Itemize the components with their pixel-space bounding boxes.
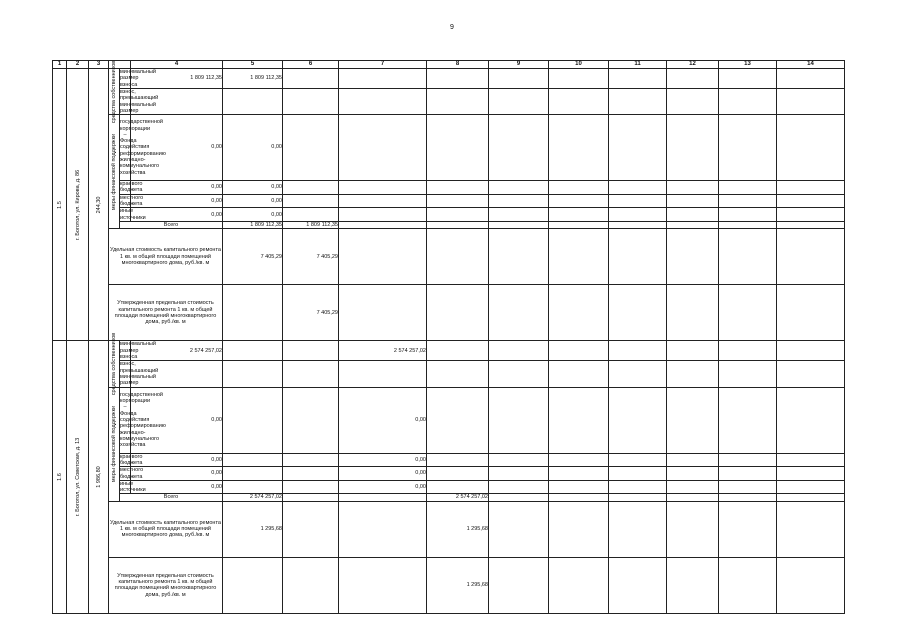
value-col-6: 0,00 xyxy=(223,115,283,181)
value-col-5: 0,00 xyxy=(131,480,223,494)
value-col-7 xyxy=(283,194,339,208)
value-col-13 xyxy=(719,285,777,341)
value-col-7 xyxy=(283,387,339,453)
value-col-6 xyxy=(223,453,283,467)
value-col-10 xyxy=(489,341,549,361)
value-col-10 xyxy=(489,480,549,494)
value-col-6 xyxy=(223,467,283,481)
value-col-11 xyxy=(549,68,609,88)
col-4: 4 xyxy=(131,61,223,69)
col-10: 10 xyxy=(549,61,609,69)
value-col-8 xyxy=(339,181,427,195)
col-1: 1 xyxy=(53,61,67,69)
value-col-9 xyxy=(489,222,549,229)
table-row xyxy=(53,361,845,387)
value-col-12 xyxy=(609,467,667,481)
value-col-12 xyxy=(667,222,719,229)
value-col-7 xyxy=(283,208,339,222)
value-col-8: 0,00 xyxy=(339,387,427,453)
value-col-7 xyxy=(339,557,427,613)
value-col-15 xyxy=(777,453,845,467)
source-label: взнос, превышающий минимальный размер xyxy=(120,88,159,114)
value-col-13 xyxy=(719,501,777,557)
support-label-text: меры финансовой поддержки xyxy=(110,406,117,483)
value-col-11 xyxy=(549,115,609,181)
column-number-row xyxy=(53,61,845,69)
value-col-7 xyxy=(283,68,339,88)
value-col-5: 1 809 112,35 xyxy=(223,222,283,229)
value-col-14 xyxy=(719,480,777,494)
value-col-13 xyxy=(667,88,719,114)
area-text: 1 986,80 xyxy=(95,466,102,488)
value-col-8: 0,00 xyxy=(339,467,427,481)
source-label: минимальный размер взноса xyxy=(120,341,156,360)
value-col-10 xyxy=(549,222,609,229)
value-col-10 xyxy=(549,494,609,501)
value-col-5: 0,00 xyxy=(131,387,223,453)
value-col-11 xyxy=(549,361,609,387)
item-number-text: 1.6 xyxy=(56,473,63,481)
value-col-9 xyxy=(489,285,549,341)
value-col-13 xyxy=(719,229,777,285)
value-col-9 xyxy=(427,480,489,494)
value-col-6: 7 405,29 xyxy=(283,229,339,285)
value-col-13 xyxy=(719,557,777,613)
value-col-7 xyxy=(283,341,339,361)
value-col-8 xyxy=(339,88,427,114)
value-col-9 xyxy=(427,181,489,195)
value-col-8 xyxy=(339,208,427,222)
col-5: 5 xyxy=(223,61,283,69)
value-col-10 xyxy=(489,115,549,181)
value-col-13 xyxy=(667,68,719,88)
value-col-11 xyxy=(549,194,609,208)
value-col-6: 1 809 112,35 xyxy=(223,68,283,88)
value-col-8 xyxy=(339,68,427,88)
value-col-10 xyxy=(489,194,549,208)
value-col-5: 0,00 xyxy=(131,194,223,208)
value-col-11 xyxy=(609,557,667,613)
value-col-7 xyxy=(283,88,339,114)
value-col-10 xyxy=(489,208,549,222)
value-col-9 xyxy=(427,115,489,181)
support-label xyxy=(109,115,120,229)
value-col-10 xyxy=(489,453,549,467)
value-col-9 xyxy=(427,467,489,481)
value-col-5: 0,00 xyxy=(131,115,223,181)
table-row xyxy=(53,494,845,501)
value-col-6 xyxy=(283,557,339,613)
value-col-15 xyxy=(777,341,845,361)
value-col-12 xyxy=(609,480,667,494)
col-9: 9 xyxy=(489,61,549,69)
cost-label: Удельная стоимость капитального ремонта 1 кв. м общей площади помещений многоквартирного дома, руб./кв. м xyxy=(109,501,223,557)
value-col-6 xyxy=(283,501,339,557)
value-col-13 xyxy=(667,194,719,208)
value-col-9 xyxy=(427,194,489,208)
value-col-5: 2 574 257,02 xyxy=(131,341,223,361)
value-col-8 xyxy=(339,194,427,208)
value-col-6: 0,00 xyxy=(223,194,283,208)
value-col-7 xyxy=(339,501,427,557)
value-col-9 xyxy=(427,387,489,453)
col-3: 3 xyxy=(89,61,109,69)
value-col-14 xyxy=(719,387,777,453)
table-row xyxy=(53,88,845,114)
value-col-9 xyxy=(427,453,489,467)
value-col-7 xyxy=(283,181,339,195)
cost-label: Утвержденная предельная стоимость капитального ремонта 1 кв. м общей площади помещений многоквартирного дома, руб./кв. м xyxy=(109,285,223,341)
value-col-15 xyxy=(777,467,845,481)
value-col-12 xyxy=(609,387,667,453)
value-col-9 xyxy=(427,88,489,114)
value-col-13 xyxy=(667,467,719,481)
value-col-12 xyxy=(609,181,667,195)
value-col-5: 1 809 112,35 xyxy=(131,68,223,88)
item-number xyxy=(53,341,67,613)
value-col-15 xyxy=(777,115,845,181)
value-col-14 xyxy=(777,285,845,341)
source-label: местного бюджета xyxy=(120,467,144,480)
source-label: иные источники xyxy=(120,480,146,494)
value-col-14 xyxy=(777,229,845,285)
value-col-10 xyxy=(549,557,609,613)
value-col-8: 1 295,68 xyxy=(427,501,489,557)
value-col-7 xyxy=(339,222,427,229)
value-col-13 xyxy=(667,480,719,494)
value-col-10 xyxy=(489,181,549,195)
value-col-11 xyxy=(549,387,609,453)
table-row xyxy=(53,285,845,341)
value-col-14 xyxy=(719,194,777,208)
value-col-14 xyxy=(777,557,845,613)
own-funds-label xyxy=(109,332,120,396)
value-col-11 xyxy=(609,285,667,341)
value-col-14 xyxy=(719,208,777,222)
value-col-10 xyxy=(549,285,609,341)
capital-repair-table xyxy=(52,60,845,614)
col-11: 11 xyxy=(609,61,667,69)
col-12: 12 xyxy=(667,61,719,69)
source-label: минимальный размер взноса xyxy=(120,68,156,88)
value-col-13 xyxy=(667,341,719,361)
item-number xyxy=(53,68,67,340)
source-label: взнос, превышающий минимальный размер xyxy=(120,361,159,387)
value-col-6: 0,00 xyxy=(223,208,283,222)
value-col-9 xyxy=(489,229,549,285)
value-col-12 xyxy=(609,361,667,387)
value-col-11 xyxy=(549,88,609,114)
col-2: 2 xyxy=(67,61,89,69)
value-col-11 xyxy=(549,453,609,467)
value-col-12 xyxy=(667,501,719,557)
value-col-7 xyxy=(283,480,339,494)
value-col-8: 2 574 257,02 xyxy=(427,494,489,501)
value-col-9 xyxy=(427,341,489,361)
value-col-14 xyxy=(777,501,845,557)
value-col-14 xyxy=(719,115,777,181)
value-col-12 xyxy=(609,453,667,467)
value-col-12 xyxy=(609,115,667,181)
value-col-15 xyxy=(777,68,845,88)
value-col-8: 1 295,68 xyxy=(427,557,489,613)
table-row xyxy=(53,557,845,613)
value-col-5: 0,00 xyxy=(131,453,223,467)
value-col-15 xyxy=(777,361,845,387)
value-col-11 xyxy=(549,467,609,481)
value-col-14 xyxy=(719,467,777,481)
value-col-12 xyxy=(609,341,667,361)
value-col-12 xyxy=(609,68,667,88)
value-col-8 xyxy=(427,222,489,229)
support-label xyxy=(109,387,120,501)
support-label-text: меры финансовой поддержки xyxy=(110,133,117,210)
value-col-14 xyxy=(719,361,777,387)
value-col-13 xyxy=(667,387,719,453)
total-label: Всего xyxy=(120,222,223,229)
value-col-15 xyxy=(777,88,845,114)
value-col-5: 0,00 xyxy=(131,208,223,222)
value-col-15 xyxy=(777,208,845,222)
value-col-9 xyxy=(427,208,489,222)
value-col-15 xyxy=(777,480,845,494)
value-col-14 xyxy=(719,88,777,114)
address xyxy=(67,341,89,613)
value-col-7 xyxy=(339,285,427,341)
table-row xyxy=(53,387,845,453)
col-7: 7 xyxy=(339,61,427,69)
value-col-13 xyxy=(719,494,777,501)
value-col-10 xyxy=(489,387,549,453)
value-col-11 xyxy=(609,494,667,501)
value-col-7 xyxy=(283,453,339,467)
value-col-5: 1 295,68 xyxy=(223,501,283,557)
value-col-7 xyxy=(339,229,427,285)
value-col-9 xyxy=(489,557,549,613)
value-col-8: 0,00 xyxy=(339,453,427,467)
value-col-5: 2 574 257,02 xyxy=(223,494,283,501)
source-label: местного бюджета xyxy=(120,194,144,208)
value-col-11 xyxy=(549,208,609,222)
value-col-6 xyxy=(223,480,283,494)
table-row xyxy=(53,68,845,88)
value-col-9 xyxy=(489,501,549,557)
value-col-6: 7 405,29 xyxy=(283,285,339,341)
own-funds-label-text: средства собственников xyxy=(110,332,117,396)
value-col-9 xyxy=(427,361,489,387)
value-col-15 xyxy=(777,181,845,195)
col-6: 6 xyxy=(283,61,339,69)
value-col-8 xyxy=(339,361,427,387)
value-col-14 xyxy=(719,453,777,467)
table-row xyxy=(53,453,845,467)
table-row xyxy=(53,194,845,208)
value-col-6 xyxy=(223,341,283,361)
value-col-7 xyxy=(283,467,339,481)
value-col-5 xyxy=(223,285,283,341)
value-col-11 xyxy=(549,341,609,361)
source-label: краевого бюджета xyxy=(120,453,143,466)
value-col-9 xyxy=(489,494,549,501)
value-col-8 xyxy=(339,115,427,181)
value-col-14 xyxy=(719,341,777,361)
value-col-7 xyxy=(339,494,427,501)
value-col-15 xyxy=(777,387,845,453)
value-col-11 xyxy=(549,181,609,195)
value-col-8 xyxy=(427,229,489,285)
value-col-13 xyxy=(719,222,777,229)
value-col-10 xyxy=(549,501,609,557)
value-col-12 xyxy=(609,194,667,208)
value-col-6: 1 809 112,35 xyxy=(283,222,339,229)
table-row xyxy=(53,341,845,361)
table-row xyxy=(53,222,845,229)
value-col-5 xyxy=(223,557,283,613)
area xyxy=(89,341,109,613)
area xyxy=(89,68,109,340)
value-col-5: 0,00 xyxy=(131,181,223,195)
table-row xyxy=(53,181,845,195)
value-col-8: 0,00 xyxy=(339,480,427,494)
value-col-14 xyxy=(719,68,777,88)
value-col-10 xyxy=(489,467,549,481)
value-col-13 xyxy=(667,361,719,387)
value-col-8: 2 574 257,02 xyxy=(339,341,427,361)
address xyxy=(67,68,89,340)
value-col-14 xyxy=(719,181,777,195)
value-col-10 xyxy=(489,68,549,88)
value-col-11 xyxy=(609,229,667,285)
value-col-11 xyxy=(609,222,667,229)
value-col-9 xyxy=(427,68,489,88)
value-col-14 xyxy=(777,494,845,501)
value-col-5: 7 405,29 xyxy=(223,229,283,285)
value-col-12 xyxy=(667,557,719,613)
value-col-13 xyxy=(667,453,719,467)
value-col-11 xyxy=(609,501,667,557)
value-col-12 xyxy=(609,208,667,222)
value-col-6 xyxy=(223,387,283,453)
value-col-10 xyxy=(489,361,549,387)
value-col-13 xyxy=(667,181,719,195)
value-col-7 xyxy=(283,361,339,387)
source-label: иные источники xyxy=(120,208,146,221)
value-col-6 xyxy=(283,494,339,501)
own-funds-label-text: средства собственников xyxy=(110,60,117,123)
total-label: Всего xyxy=(120,494,223,501)
area-text: 244,30 xyxy=(95,196,102,214)
source-label: государственной корпорации – Фонда содействия реформированию жилищно-коммунального хозяйства xyxy=(120,115,131,181)
value-col-14 xyxy=(777,222,845,229)
cost-label: Утвержденная предельная стоимость капитального ремонта 1 кв. м общей площади помещений многоквартирного дома, руб./кв. м xyxy=(109,557,223,613)
value-col-12 xyxy=(667,229,719,285)
table-row xyxy=(53,229,845,285)
page-number: 9 xyxy=(450,24,454,31)
value-col-12 xyxy=(667,285,719,341)
col-13: 13 xyxy=(719,61,777,69)
value-col-12 xyxy=(609,88,667,114)
value-col-10 xyxy=(549,229,609,285)
col-14: 14 xyxy=(777,61,845,69)
value-col-8 xyxy=(427,285,489,341)
value-col-6 xyxy=(223,88,283,114)
value-col-13 xyxy=(667,208,719,222)
value-col-6: 0,00 xyxy=(223,181,283,195)
source-label: государственной корпорации – Фонда содействия реформированию жилищно-коммунального хозяйства xyxy=(120,387,131,453)
value-col-10 xyxy=(489,88,549,114)
address-text: г. Боготол, ул. Кирова, д. 86 xyxy=(74,169,81,240)
value-col-15 xyxy=(777,194,845,208)
cost-label: Удельная стоимость капитального ремонта 1 кв. м общей площади помещений многоквартирного дома, руб./кв. м xyxy=(109,229,223,285)
table-row xyxy=(53,115,845,181)
table-row xyxy=(53,467,845,481)
value-col-6 xyxy=(223,361,283,387)
table-row xyxy=(53,208,845,222)
own-funds-label xyxy=(109,60,120,123)
table-row xyxy=(53,480,845,494)
col-8: 8 xyxy=(427,61,489,69)
value-col-11 xyxy=(549,480,609,494)
value-col-12 xyxy=(667,494,719,501)
value-col-7 xyxy=(283,115,339,181)
value-col-13 xyxy=(667,115,719,181)
item-number-text: 1.5 xyxy=(56,200,63,209)
source-label: краевого бюджета xyxy=(120,181,143,194)
address-text: г. Боготол, ул. Советская, д. 13 xyxy=(74,437,81,517)
value-col-5: 0,00 xyxy=(131,467,223,481)
table-row xyxy=(53,501,845,557)
